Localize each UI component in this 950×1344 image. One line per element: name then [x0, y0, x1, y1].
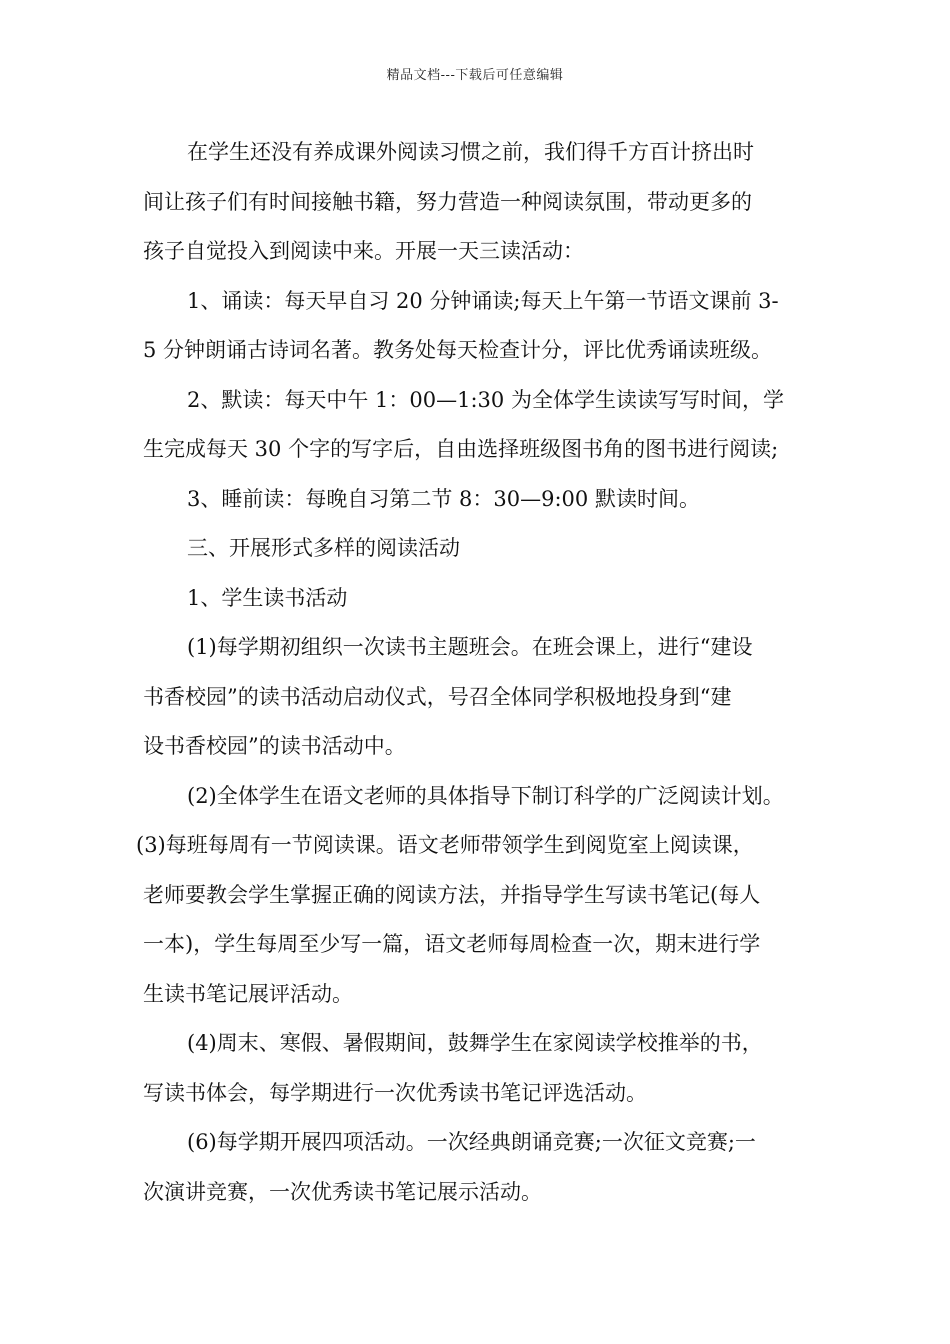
text-line: 生读书笔记展评活动。 — [143, 981, 353, 1006]
text-line: (2)全体学生在语文老师的具体指导下制订科学的广泛阅读计划。 — [187, 783, 784, 808]
text-line: 生完成每天 30 个字的写字后，自由选择班级图书角的图书进行阅读; — [143, 437, 779, 461]
text-line: (3)每班每周有一节阅读课。语文老师带领学生到阅览室上阅读课， — [136, 833, 754, 857]
text-line: 一本)，学生每周至少写一篇，语文老师每周检查一次，期末进行学 — [143, 932, 761, 956]
text-line: 3、睡前读：每晚自习第二节 8：30—9:00 默读时间。 — [187, 486, 700, 511]
text-line: 老师要教会学生掌握正确的阅读方法，并指导学生写读书笔记(每人 — [143, 882, 761, 907]
document-body — [136, 128, 813, 1217]
page-header: 精品文档---下载后可任意编辑 — [386, 68, 564, 83]
text-line: 在学生还没有养成课外阅读习惯之前，我们得千方百计挤出时 — [187, 140, 754, 164]
text-line: (1)每学期初组织一次读书主题班会。在班会课上，进行“建设 — [187, 635, 753, 659]
text-line: 设书香校园”的读书活动中。 — [143, 734, 406, 758]
text-line: 5 分钟朗诵古诗词名著。教务处每天检查计分，评比优秀诵读班级。 — [143, 338, 773, 362]
text-line: 书香校园”的读书活动启动仪式，号召全体同学积极地投身到“建 — [143, 684, 732, 709]
text-line: 次演讲竞赛，一次优秀读书笔记展示活动。 — [143, 1179, 542, 1204]
text-line: 间让孩子们有时间接触书籍，努力营造一种阅读氛围，带动更多的 — [143, 189, 752, 214]
text-line: 1、诵读：每天早自习 20 分钟诵读;每天上午第一节语文课前 3- — [187, 288, 779, 313]
subsection-heading: 1、学生读书活动 — [187, 585, 348, 610]
text-line: 孩子自觉投入到阅读中来。开展一天三读活动： — [143, 239, 584, 263]
text-line: 2、默读：每天中午 1：00—1:30 为全体学生读读写写时间，学 — [187, 387, 784, 412]
text-line: 写读书体会，每学期进行一次优秀读书笔记评选活动。 — [143, 1080, 647, 1105]
section-heading: 三、开展形式多样的阅读活动 — [187, 536, 460, 560]
text-line: (4)周末、寒假、暑假期间，鼓舞学生在家阅读学校推举的书， — [187, 1031, 763, 1055]
text-line: (6)每学期开展四项活动。一次经典朗诵竞赛;一次征文竞赛;一 — [187, 1130, 756, 1154]
